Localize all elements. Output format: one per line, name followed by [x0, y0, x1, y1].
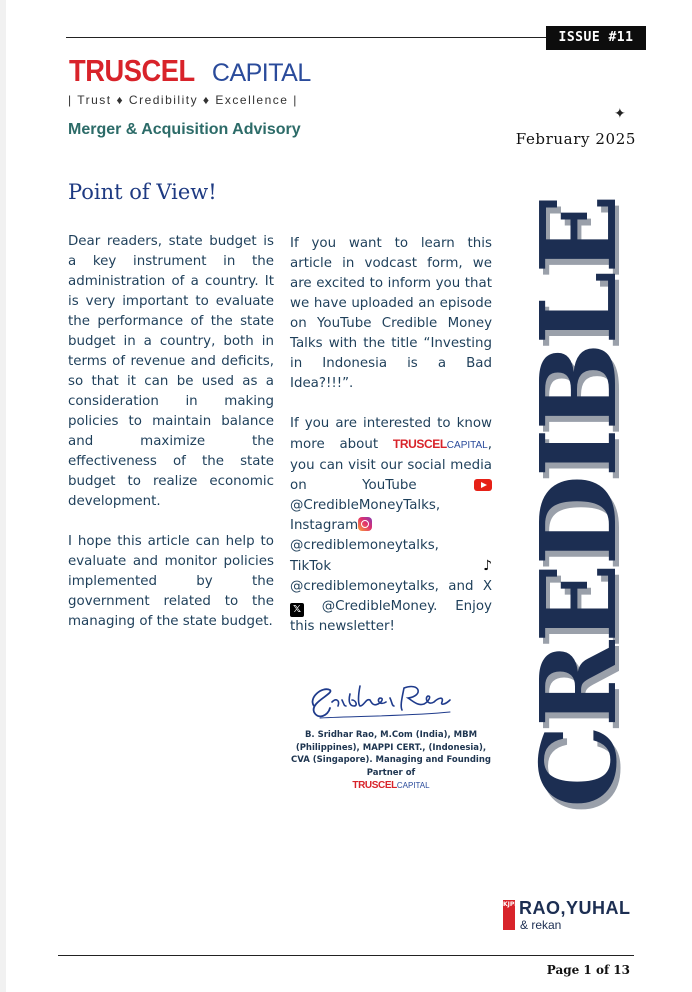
- sparkle-icon: ✦: [614, 106, 626, 122]
- logo-main-text: TRUSCEL: [69, 53, 195, 88]
- left-paragraph-2: I hope this article can help to evaluate and monitor policies implemented by the government related to the managing of the state budget.: [68, 534, 274, 629]
- x-icon[interactable]: 𝕏: [290, 603, 304, 617]
- youtube-label: YouTube: [362, 478, 417, 493]
- youtube-icon[interactable]: [474, 479, 492, 491]
- youtube-handle[interactable]: @CredibleMoneyTalks,: [290, 498, 441, 513]
- bottom-rule: [58, 955, 634, 956]
- advisory-heading: Merger & Acquisition Advisory: [68, 121, 301, 138]
- kjpp-box: KJPP: [503, 900, 515, 930]
- issue-badge: ISSUE #11: [546, 26, 646, 50]
- caption-logo-main: TRUSCEL: [352, 780, 397, 791]
- credible-masthead: CREDIBLE: [517, 196, 640, 808]
- caption-logo-sub: CAPITAL: [396, 781, 430, 790]
- closing-line: Enjoy this newsletter!: [290, 599, 492, 634]
- article-title: Point of View!: [68, 180, 217, 204]
- left-paragraph-1: Dear readers, state budget is a key instrument in the administration of a country. It is very important to evaluate the performance of the state budget in a country, both in terms of revenue and deficits, so that it can be used as a consideration in making policies to maintain balance and maximize the effectiveness of the state budget to realize economic development.: [68, 234, 274, 509]
- x-handle[interactable]: @CredibleMoney.: [321, 599, 438, 614]
- left-column: [68, 232, 274, 652]
- social-intro: If you are interested to know more about: [290, 416, 492, 452]
- instagram-label: Instagram: [290, 518, 359, 533]
- logo-sub-text: CAPITAL: [211, 59, 311, 87]
- social-after-logo: , you can visit our social media on: [290, 437, 492, 493]
- inline-truscel-logo: [393, 436, 488, 451]
- tiktok-icon[interactable]: ♪: [331, 558, 492, 574]
- firm-sub: & rekan: [520, 918, 562, 932]
- inline-logo-main: TRUSCEL: [392, 437, 447, 451]
- tagline: | Trust ♦ Credibility ♦ Excellence |: [68, 93, 298, 107]
- x-label: X: [482, 579, 492, 594]
- truscel-capital-logo: [69, 53, 311, 89]
- newsletter-page: [6, 0, 692, 992]
- right-paragraph-1: If you want to learn this article in vodcast form, we are excited to inform you that we have uploaded an episode on YouTube Credible Money Talks with the title “Investing in Indonesia is a Bad Idea?!!!”.: [290, 236, 492, 391]
- instagram-handle[interactable]: @crediblemoneytalks,: [290, 538, 439, 553]
- signatory-credentials: B. Sridhar Rao, M.Com (India), MBM (Philippines), MAPPI CERT., (Indonesia), CVA (Singapore). Managing and Founding Partner of: [291, 730, 491, 778]
- right-paragraph-2: [290, 414, 492, 637]
- right-column: [290, 234, 492, 657]
- firm-name: RAO,YUHAL: [519, 898, 631, 918]
- caption-truscel-logo: [352, 780, 429, 790]
- top-rule: [66, 37, 546, 38]
- tiktok-label: TikTok: [290, 559, 332, 574]
- page-number: Page 1 of 13: [546, 963, 630, 977]
- signature-caption: [290, 729, 492, 793]
- inline-logo-sub: CAPITAL: [446, 440, 488, 451]
- tiktok-handle[interactable]: @crediblemoneytalks, and: [290, 579, 474, 594]
- instagram-icon[interactable]: [358, 517, 372, 531]
- signature-image: [300, 672, 460, 724]
- issue-date: February 2025: [515, 130, 636, 148]
